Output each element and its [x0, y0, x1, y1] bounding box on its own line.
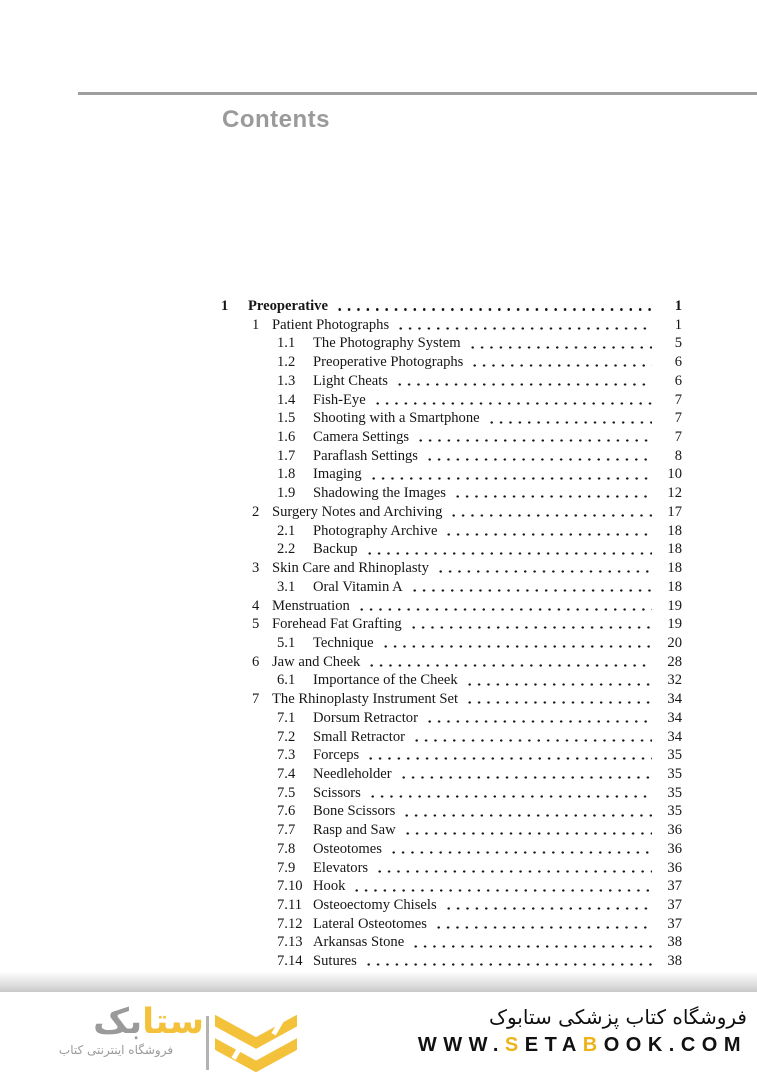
dot-leader [399, 775, 652, 780]
toc-entry-page: 38 [667, 953, 682, 970]
dot-leader [396, 326, 652, 331]
url-part: OOK.COM [603, 1034, 747, 1056]
toc-entry-title: Hook [313, 878, 346, 895]
toc-entry [221, 447, 682, 466]
dot-leader [487, 420, 652, 425]
toc-entry-page: 36 [667, 840, 682, 857]
toc-entry-title: Surgery Notes and Archiving [272, 503, 443, 520]
toc-entry [221, 952, 682, 971]
toc-entry-title: Oral Vitamin A [313, 578, 403, 595]
toc-entry-page: 37 [667, 915, 682, 932]
dot-leader [395, 382, 652, 387]
logo-wordmark-gray: بک [93, 1002, 143, 1042]
toc-entry [221, 372, 682, 391]
toc-entry-title: Lateral Osteotomes [313, 915, 427, 932]
toc-entry-page: 36 [667, 859, 682, 876]
url-part-accent: S [504, 1034, 525, 1056]
dot-leader [425, 457, 652, 462]
toc-entry-number: 7.6 [277, 803, 296, 820]
toc-entry-number: 5 [252, 616, 260, 633]
toc-entry-page: 1 [674, 316, 682, 333]
toc-entry-number: 3 [252, 560, 260, 577]
toc-list [221, 297, 682, 971]
toc-entry [221, 465, 682, 484]
dot-leader [366, 756, 652, 761]
toc-entry [221, 409, 682, 428]
chevron-logo-icon [215, 1012, 297, 1074]
toc-entry-page: 36 [667, 822, 682, 839]
dot-leader [465, 700, 652, 705]
toc-entry-title: Photography Archive [313, 522, 438, 539]
logo-tagline: فروشگاه اینترنتی کتاب [58, 1043, 174, 1057]
toc-entry-title: Sutures [313, 953, 357, 970]
toc-entry-number: 7.11 [277, 897, 302, 913]
toc-entry [221, 578, 682, 597]
toc-entry-number: 3.1 [277, 578, 296, 595]
toc-entry-title: Menstruation [272, 597, 350, 614]
toc-entry-page: 20 [667, 634, 682, 651]
toc-entry-number: 1.1 [277, 335, 296, 352]
toc-entry-page: 18 [667, 578, 682, 595]
toc-entry-number: 7.7 [277, 822, 296, 839]
toc-entry-number: 4 [252, 597, 260, 614]
dot-leader [434, 925, 652, 930]
toc-entry-number: 7.9 [277, 859, 296, 876]
toc-entry-page: 6 [674, 354, 682, 371]
toc-entry-title: Elevators [313, 859, 369, 876]
toc-entry-title: The Photography System [313, 335, 461, 352]
toc-entry-title: Dorsum Retractor [313, 709, 418, 726]
url-part-accent: B [582, 1034, 604, 1056]
logo-wordmark-yellow: ستا [142, 1002, 204, 1042]
toc-entry-number: 1.7 [277, 447, 296, 464]
toc-entry-title: Camera Settings [313, 429, 410, 446]
store-name: فروشگاه کتاب پزشکی ستابوک [489, 1005, 747, 1029]
toc-entry [221, 522, 682, 541]
toc-entry-page: 7 [674, 410, 682, 427]
toc-entry [221, 540, 682, 559]
toc-entry-number: 7.5 [277, 784, 296, 801]
dot-leader [468, 345, 652, 350]
toc-entry-number: 1.8 [277, 466, 296, 483]
toc-entry-number: 7.4 [277, 765, 296, 782]
toc-entry-page: 18 [667, 522, 682, 539]
dot-leader [425, 719, 652, 724]
dot-leader [335, 307, 652, 312]
toc-entry-page: 35 [667, 747, 682, 764]
toc-entry-title: Light Cheats [313, 372, 388, 389]
toc-entry [221, 297, 682, 316]
url-part: WWW. [417, 1034, 505, 1056]
dot-leader [369, 476, 652, 481]
toc-entry-title: Bone Scissors [313, 803, 396, 820]
dot-leader [465, 682, 652, 687]
toc-entry-number: 1 [252, 316, 260, 333]
toc-entry-title: Shooting with a Smartphone [313, 410, 480, 427]
dot-leader [409, 625, 652, 630]
dot-leader [412, 738, 652, 743]
dot-leader [381, 644, 652, 649]
toc-entry-number: 7.1 [277, 709, 296, 726]
toc-entry-number: 7.12 [277, 915, 303, 932]
scan-shadow [0, 971, 757, 992]
toc-entry-title: Skin Care and Rhinoplasty [272, 560, 429, 577]
toc-entry-title: Arkansas Stone [313, 934, 405, 951]
toc-entry-page: 19 [667, 597, 682, 614]
toc-entry-title: Imaging [313, 466, 362, 483]
toc-entry-page: 6 [674, 372, 682, 389]
toc-entry-number: 1.6 [277, 429, 296, 446]
toc-entry-page: 35 [667, 803, 682, 820]
footer-banner [0, 992, 757, 1080]
toc-entry [221, 915, 682, 934]
footer-right-block [418, 1005, 747, 1057]
toc-entry-page: 28 [667, 653, 682, 670]
website-url [418, 1034, 747, 1057]
dot-leader [368, 794, 652, 799]
toc-entry-number: 1.4 [277, 391, 296, 408]
dot-leader [352, 888, 652, 893]
toc-entry-page: 12 [667, 485, 682, 502]
toc-entry [221, 840, 682, 859]
toc-entry [221, 859, 682, 878]
dot-leader [357, 607, 652, 612]
dot-leader [470, 363, 652, 368]
toc-entry-page: 34 [667, 709, 682, 726]
dot-leader [436, 569, 652, 574]
toc-entry-title: The Rhinoplasty Instrument Set [272, 691, 459, 708]
toc-entry-title: Needleholder [313, 765, 392, 782]
toc-entry-number: 1.9 [277, 485, 296, 502]
toc-entry-page: 34 [667, 691, 682, 708]
toc-entry-page: 7 [674, 391, 682, 408]
toc-entry-page: 10 [667, 466, 682, 483]
toc-entry [221, 877, 682, 896]
toc-entry-number: 2.2 [277, 541, 296, 558]
toc-entry [221, 334, 682, 353]
toc-entry-title: Forehead Fat Grafting [272, 616, 402, 633]
toc-entry-title: Preoperative [248, 298, 328, 314]
dot-leader [367, 663, 652, 668]
dot-leader [403, 831, 652, 836]
toc-entry-page: 18 [667, 541, 682, 558]
toc-entry [221, 597, 682, 616]
toc-entry-title: Shadowing the Images [313, 485, 446, 502]
dot-leader [365, 551, 652, 556]
toc-entry [221, 746, 682, 765]
toc-entry-title: Patient Photographs [272, 316, 390, 333]
toc-entry-title: Importance of the Cheek [313, 672, 458, 689]
toc-entry-number: 7.14 [277, 953, 303, 970]
toc-entry-number: 7.8 [277, 840, 296, 857]
toc-entry [221, 671, 682, 690]
logo-divider [206, 1016, 209, 1070]
toc-entry-number: 1.3 [277, 372, 296, 389]
toc-entry-number: 7 [252, 691, 260, 708]
header-rule [78, 92, 757, 95]
toc-entry-page: 37 [667, 897, 682, 913]
toc-entry [221, 634, 682, 653]
logo-wordmark [28, 1002, 204, 1042]
toc-entry-number: 7.10 [277, 878, 303, 895]
toc-entry-title: Jaw and Cheek [272, 653, 361, 670]
dot-leader [411, 944, 652, 949]
dot-leader [389, 850, 652, 855]
dot-leader [364, 962, 652, 967]
toc-entry [221, 316, 682, 335]
toc-entry [221, 728, 682, 747]
toc-entry-title: Fish-Eye [313, 391, 366, 408]
toc-entry [221, 802, 682, 821]
dot-leader [373, 401, 652, 406]
toc-entry-page: 38 [667, 934, 682, 951]
logo-wordmark-block [28, 1002, 204, 1057]
toc-entry [221, 503, 682, 522]
toc-entry-title: Small Retractor [313, 728, 405, 745]
toc-entry [221, 896, 682, 915]
toc-entry-page: 1 [674, 298, 682, 314]
toc-entry-page: 8 [674, 447, 682, 464]
toc-entry-title: Scissors [313, 784, 361, 801]
url-part: ETA [524, 1034, 583, 1056]
toc-entry-number: 1.2 [277, 354, 296, 371]
toc-entry-title: Paraflash Settings [313, 447, 418, 464]
toc-entry [221, 784, 682, 803]
toc-entry-title: Osteotomes [313, 840, 382, 857]
toc-entry-number: 6 [252, 653, 260, 670]
toc-entry [221, 559, 682, 578]
toc-entry-number: 1 [221, 298, 229, 314]
toc-entry-number: 1.5 [277, 410, 296, 427]
toc-entry [221, 709, 682, 728]
toc-entry [221, 933, 682, 952]
toc-entry-title: Rasp and Saw [313, 822, 396, 839]
toc-entry [221, 690, 682, 709]
toc-entry [221, 484, 682, 503]
toc-entry-title: Osteoectomy Chisels [313, 897, 437, 913]
page-title: Contents [222, 106, 330, 133]
toc-entry-page: 7 [674, 429, 682, 446]
toc-entry-number: 5.1 [277, 634, 296, 651]
toc-entry [221, 615, 682, 634]
dot-leader [402, 813, 652, 818]
toc-entry-page: 5 [674, 335, 682, 352]
toc-entry-page: 35 [667, 784, 682, 801]
toc-entry [221, 428, 682, 447]
toc-entry [221, 821, 682, 840]
toc-entry-page: 35 [667, 765, 682, 782]
toc-entry-page: 17 [667, 503, 682, 520]
toc-entry-number: 2.1 [277, 522, 296, 539]
toc-entry-page: 19 [667, 616, 682, 633]
toc-entry [221, 653, 682, 672]
toc-entry [221, 353, 682, 372]
toc-entry-number: 7.2 [277, 728, 296, 745]
toc-entry-title: Preoperative Photographs [313, 354, 464, 371]
toc-entry-number: 2 [252, 503, 260, 520]
toc-entry-title: Forceps [313, 747, 360, 764]
toc-entry-page: 37 [667, 878, 682, 895]
toc-entry-number: 7.3 [277, 747, 296, 764]
toc-entry-number: 7.13 [277, 934, 303, 951]
toc-entry-title: Technique [313, 634, 374, 651]
toc-entry-title: Backup [313, 541, 358, 558]
toc-entry-page: 34 [667, 728, 682, 745]
dot-leader [444, 906, 652, 911]
toc-entry [221, 391, 682, 410]
dot-leader [449, 513, 652, 518]
toc-entry-number: 6.1 [277, 672, 296, 689]
dot-leader [410, 588, 652, 593]
dot-leader [416, 438, 652, 443]
toc-entry-page: 18 [667, 560, 682, 577]
dot-leader [444, 532, 652, 537]
toc-entry [221, 765, 682, 784]
dot-leader [453, 494, 652, 499]
dot-leader [375, 869, 652, 874]
toc-entry-page: 32 [667, 672, 682, 689]
